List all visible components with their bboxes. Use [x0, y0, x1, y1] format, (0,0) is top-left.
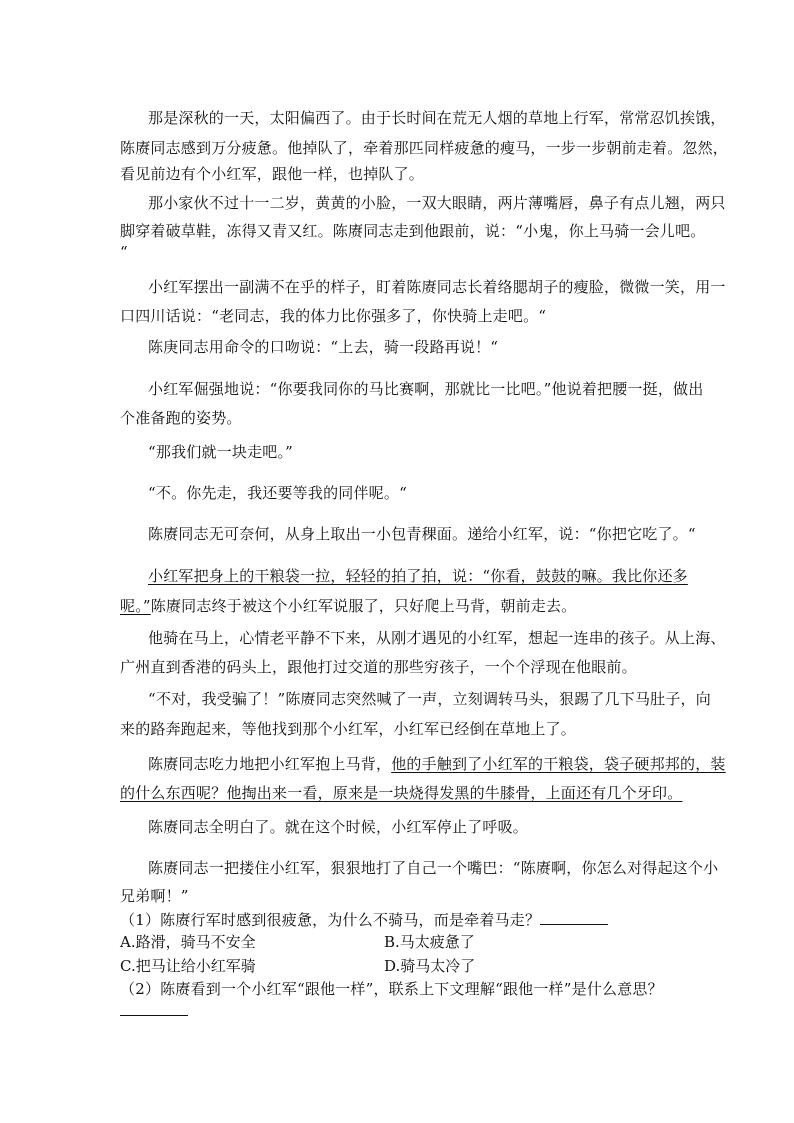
question-1-stem: （1）陈赓行军时感到很疲惫，为什么不骑马，而是牵着马走？: [120, 911, 541, 929]
passage-line-underlined: 的什么东西呢？他掏出来一看，原来是一块烧得发黑的牛膝骨，上面还有几个牙印。: [120, 784, 683, 802]
plain-fragment: 陈赓同志终于被这个小红军说服了，只好爬上马背，朝前走去。: [150, 597, 577, 615]
answer-blank[interactable]: [120, 1001, 188, 1016]
passage-line: 那小家伙不过十一二岁，黄黄的小脸，一双大眼睛，两片薄嘴唇，鼻子有点儿翘，两只: [148, 194, 726, 212]
question-1-option-a: A.路滑，骑马不安全: [120, 933, 256, 951]
passage-line: “不对，我受骗了！”陈赓同志突然喊了一声，立刻调转马头，狠踢了几下马肚子，向: [148, 690, 711, 708]
passage-line: 那是深秋的一天，太阳偏西了。由于长时间在荒无人烟的草地上行军，常常忍饥挨饿，: [148, 109, 726, 127]
question-1: [120, 910, 608, 930]
passage-line: 来的路奔跑起来，等他找到那个小红军，小红军已经倒在草地上了。: [120, 720, 577, 738]
passage-line: 他骑在马上，心情老平静不下来，从刚才遇见的小红军，想起一连串的孩子。从上海、: [148, 629, 726, 647]
answer-blank[interactable]: [540, 910, 608, 925]
passage-line: 陈赓同志全明白了。就在这个时候，小红军停止了呼吸。: [148, 818, 529, 836]
passage-line: 小红军倔强地说：“你要我同你的马比赛啊，那就比一比吧。”他说着把腰一挺，做出: [148, 380, 704, 398]
passage-line: 广州直到香港的码头上，跟他打过交道的那些穷孩子，一个个浮现在他眼前。: [120, 658, 637, 676]
passage-line: “不。你先走，我还要等我的同伴呢。“: [148, 484, 407, 502]
passage-line: 个准备跑的姿势。: [120, 409, 242, 427]
plain-fragment: 陈赓同志吃力地把小红军抱上马背，: [148, 755, 392, 773]
passage-line: 脚穿着破草鞋，冻得又青又红。陈赓同志走到他跟前，说：“小鬼，你上马骑一会儿吧。: [120, 222, 706, 240]
passage-line: [148, 754, 726, 774]
passage-line: 兄弟啊！”: [120, 887, 189, 905]
underlined-fragment: 呢。”: [120, 597, 151, 615]
question-2-stem: （2）陈赓看到一个小红军“跟他一样”，联系上下文理解“跟他一样”是什么意思？: [120, 980, 663, 998]
question-1-option-b: B.马太疲惫了: [384, 933, 475, 951]
question-2-answer-line: [120, 1001, 188, 1021]
passage-line: 陈赓同志感到万分疲惫。他掉队了，牵着那匹同样疲惫的瘦马，一步一步朝前走着。忽然，: [120, 139, 729, 157]
passage-line: 陈庚同志用命令的口吻说：“上去，骑一段路再说！“: [148, 338, 499, 356]
passage-line: 看见前边有个小红军，跟他一样，也掉队了。: [120, 165, 425, 183]
passage-line: 小红军摆出一副满不在乎的样子，盯着陈赓同志长着络腮胡子的瘦脸，微微一笑，用一: [148, 278, 726, 296]
passage-line: 口四川话说：“老同志，我的体力比你强多了，你快骑上走吧。“: [120, 307, 547, 325]
underlined-fragment: 他的手触到了小红军的干粮袋，袋子硬邦邦的，装: [391, 755, 726, 773]
passage-line: 陈赓同志无可奈何，从身上取出一小包青稞面。递给小红军，说：“你把它吃了。“: [148, 525, 696, 543]
question-1-option-d: D.骑马太冷了: [384, 957, 476, 975]
passage-line: 陈赓同志一把搂住小红军，狠狠地打了自己一个嘴巴：“陈赓啊，你怎么对得起这个小: [148, 859, 719, 877]
passage-line: “那我们就一块走吧。”: [148, 443, 294, 461]
passage-line: [120, 596, 576, 616]
passage-line-underlined: 小红军把身上的干粮袋一拉，轻轻的拍了拍，说：“你看，鼓鼓的嘛。我比你还多: [148, 567, 688, 585]
passage-line: “: [120, 243, 128, 261]
question-1-option-c: C.把马让给小红军骑: [120, 957, 256, 975]
